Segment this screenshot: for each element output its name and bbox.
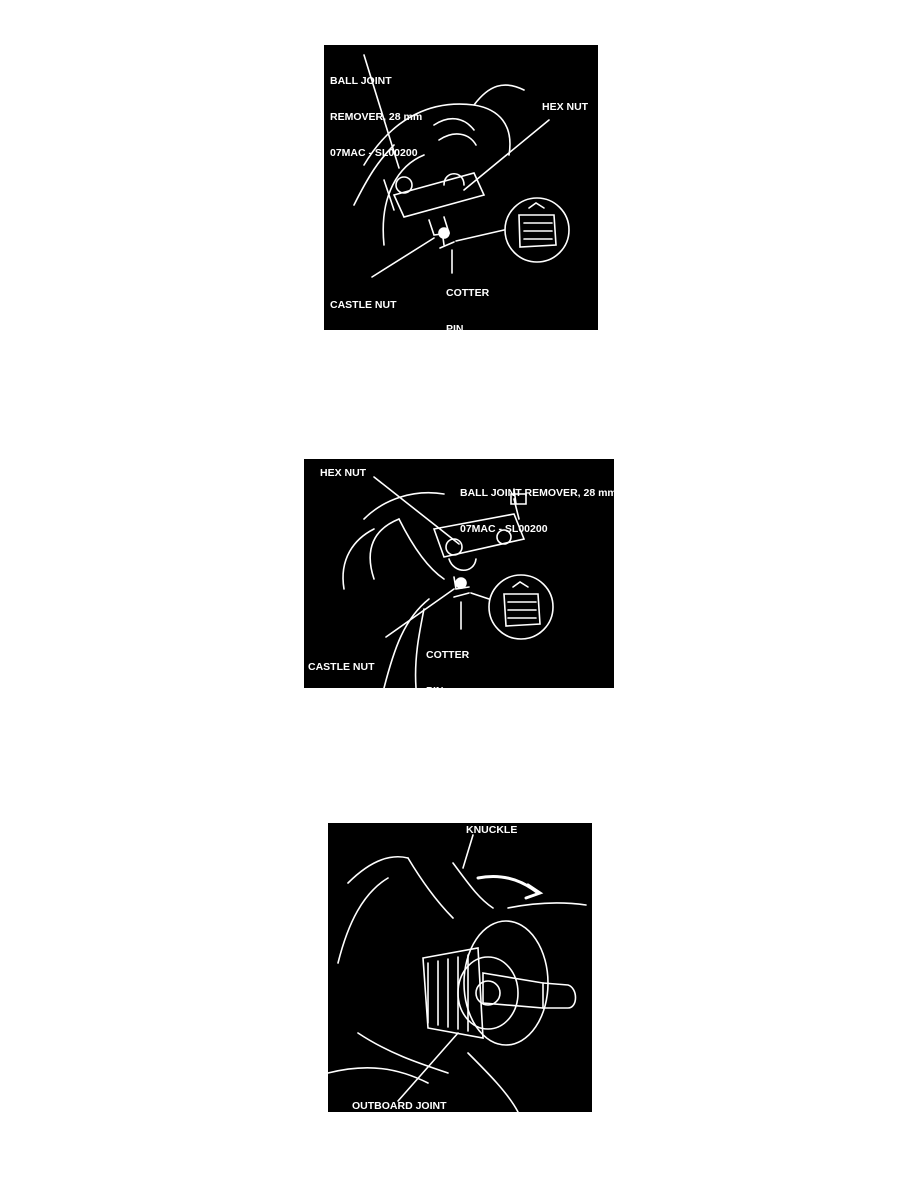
figure-ball-joint-remover-1 (324, 45, 598, 443)
torque-value: 36 - 43 lbf·ft) (330, 407, 393, 419)
tool-label-line: BALL JOINT REMOVER, 28 mm (460, 487, 617, 499)
torque-value: 39 - 47 N·m (308, 697, 364, 709)
figure-ball-joint-remover-2 (304, 459, 617, 805)
cotter-pin-note: On reassembly, (446, 395, 519, 407)
cotter-pin-title: PIN (426, 685, 444, 697)
tool-label (460, 463, 617, 559)
illustration-knuckle (328, 823, 592, 1112)
torque-value: (4.0 - 4.8 kgf·m, (308, 733, 385, 745)
cotter-pin-note: bend the cotter pin as shown. (446, 431, 584, 443)
cotter-pin-note: the cotter pin as shown. (426, 793, 537, 805)
cotter-pin-title: PIN (446, 323, 464, 335)
hex-nut-label: HEX NUT (542, 101, 589, 113)
castle-nut-label (308, 637, 384, 805)
outboard-joint-label: OUTBOARD JOINT (352, 1100, 447, 1112)
tool-label-line: 07MAC - SL00200 (330, 147, 418, 159)
castle-nut-label (330, 275, 406, 443)
knuckle-label: KNUCKLE (466, 824, 518, 836)
cotter-pin-note: Replace. (426, 721, 468, 733)
cotter-pin-title: COTTER (446, 287, 490, 299)
tool-label-line: 07MAC - SL00200 (460, 523, 548, 535)
cotter-pin-title: COTTER (426, 649, 470, 661)
tool-label-line: REMOVER, 28 mm (330, 111, 423, 123)
torque-value: 29 - 35 lbf·ft) (308, 769, 371, 781)
castle-nut-title: CASTLE NUT (330, 299, 397, 311)
cotter-pin-note: On reassembly, bend (426, 757, 526, 769)
figure-knuckle-outboard-joint (328, 823, 592, 1112)
castle-nut-title: CASTLE NUT (308, 661, 375, 673)
tool-label-line: BALL JOINT (330, 75, 392, 87)
tool-label (330, 51, 422, 183)
hex-nut-label: HEX NUT (320, 467, 367, 479)
cotter-pin-note: Replace. (446, 359, 488, 371)
cotter-pin-label (426, 625, 537, 829)
cotter-pin-label (446, 263, 583, 467)
torque-value: (5.0 - 6.0 kgf·m, (330, 371, 407, 383)
torque-value: 49 - 59 N·m (330, 335, 386, 347)
